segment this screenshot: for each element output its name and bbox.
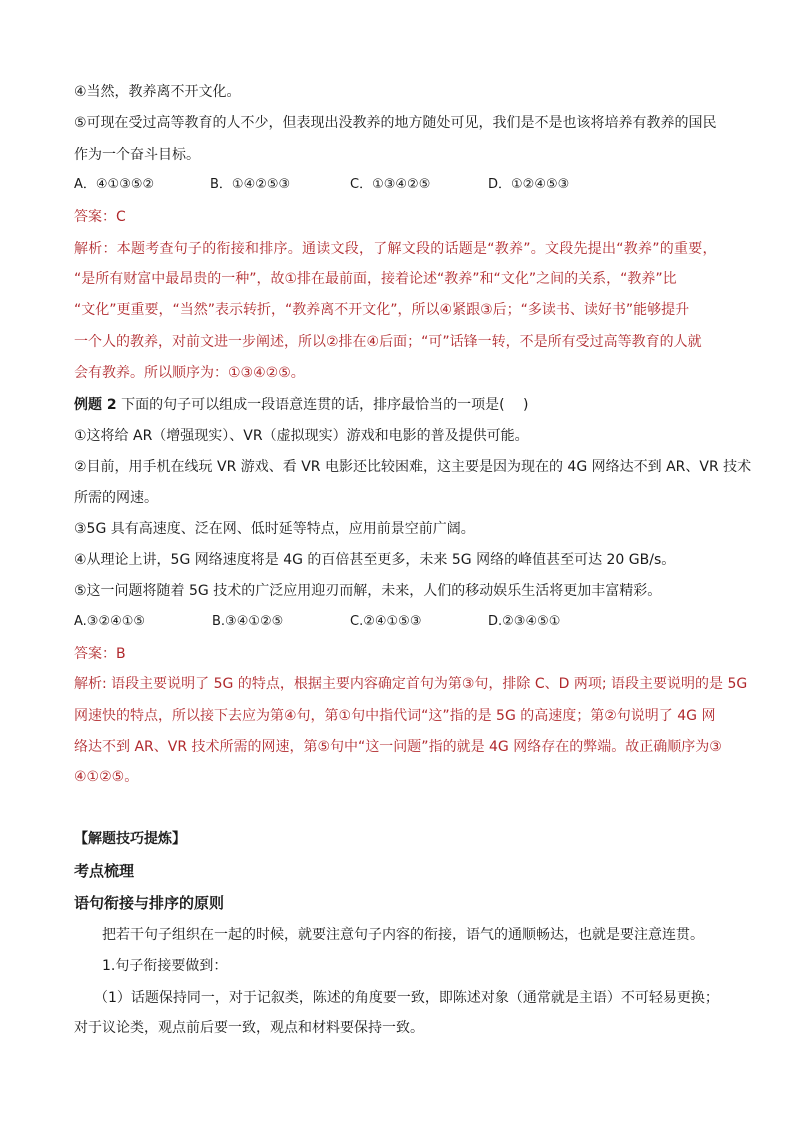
q2-option-a: A.③②④①⑤ [74, 614, 146, 629]
q1-analysis-line4: 一个人的教养，对前文进一步阐述，所以②排在④后面；“可”话锋一转，不是所有受过高等教育的人就 [74, 334, 702, 350]
q1-option-d: D．①②④⑤③ [488, 177, 570, 192]
q2-sentence-5: ⑤这一问题将随着 5G 技术的广泛应用迎刃而解，未来，人们的移动娱乐生活将更加丰富精彩。 [74, 583, 662, 599]
q2-sentence-3: ③5G 具有高速度、泛在网、低时延等特点，应用前景空前广阔。 [74, 521, 475, 537]
q1-option-c: C．①③④②⑤ [350, 177, 431, 192]
q2-analysis-line3: 络达不到 AR、VR 技术所需的网速，第⑤句中“这一问题”指的就是 4G 网络存在的弊端。故正确顺序为③ [74, 739, 722, 755]
q1-option-a: A．④①③⑤② [74, 177, 155, 192]
q1-answer: 答案：C [74, 209, 126, 225]
skills-heading: 语句衔接与排序的原则 [74, 894, 225, 912]
q1-sentence-5-line2: 作为一个奋斗目标。 [74, 147, 200, 163]
q2-sentence-4: ④从理论上讲，5G 网络速度将是 4G 的百倍甚至更多，未来 5G 网络的峰值甚至可达 20 GB/s。 [74, 552, 676, 568]
q2-answer: 答案：B [74, 646, 126, 662]
q2-options [74, 612, 734, 632]
q2-label: 例题 2 [74, 397, 117, 413]
q2-option-c: C.②④①⑤③ [350, 614, 422, 629]
q1-option-b: B．①④②⑤③ [210, 177, 291, 192]
q1-analysis-line2: “是所有财富中最昂贵的一种”，故①排在最前面，接着论述“教养”和“文化”之间的关系，“教养”比 [74, 271, 677, 287]
skills-item-1-1-line1: （1）话题保持同一，对于记叙类，陈述的角度要一致，即陈述对象（通常就是主语）不可轻易更换； [94, 990, 719, 1006]
q1-analysis-line3: “文化”更重要，“当然”表示转折，“教养离不开文化”，所以④紧跟③后；“多读书、读好书”能够提升 [74, 302, 690, 318]
q2-sentence-2-line1: ②目前，用手机在线玩 VR 游戏、看 VR 电影还比较困难，这主要是因为现在的 4G 网络达不到 AR、VR 技术 [74, 459, 752, 475]
q1-options [74, 175, 734, 195]
q2-analysis-line2: 网速快的特点，所以接下去应为第④句，第①句中指代词“这”指的是 5G 的高速度；第②句说明了 4G 网 [74, 708, 716, 724]
q2-analysis-line1: 解析: 语段主要说明了 5G 的特点，根据主要内容确定首句为第③句，排除 C、D 两项; 语段主要说明的是 5G [74, 676, 748, 692]
skills-paragraph-1: 把若干句子组织在一起的时候，就要注意句子内容的衔接，语气的通顺畅达，也就是要注意连贯。 [102, 927, 704, 943]
q2-stem: 下面的句子可以组成一段语意连贯的话，排序最恰当的一项是( ) [121, 397, 529, 413]
q1-sentence-4: ④当然，教养离不开文化。 [74, 84, 241, 100]
q2-option-b: B.③④①②⑤ [212, 614, 284, 629]
q1-analysis-line5: 会有教养。所以顺序为：①③④②⑤。 [74, 365, 305, 381]
q2-stem-row [74, 395, 734, 415]
q2-sentence-1: ①这将给 AR（增强现实）、VR（虚拟现实）游戏和电影的普及提供可能。 [74, 428, 529, 444]
q2-sentence-2-line2: 所需的网速。 [74, 490, 158, 506]
skills-title: 【解题技巧提炼】 [74, 831, 186, 847]
skills-item-1-1-line2: 对于议论类，观点前后要一致，观点和材料要保持一致。 [74, 1020, 424, 1036]
skills-subtitle: 考点梳理 [74, 862, 135, 880]
q2-analysis-line4: ④①②⑤。 [74, 769, 139, 785]
skills-item-1: 1.句子衔接要做到： [102, 958, 228, 974]
q1-sentence-5-line1: ⑤可现在受过高等教育的人不少，但表现出没教养的地方随处可见，我们是不是也该将培养有教养的国民 [74, 115, 717, 131]
q2-option-d: D.②③④⑤① [488, 614, 561, 629]
q1-analysis-line1: 解析：本题考查句子的衔接和排序。通读文段，了解文段的话题是“教养”。文段先提出“教养”的重要， [74, 241, 717, 257]
